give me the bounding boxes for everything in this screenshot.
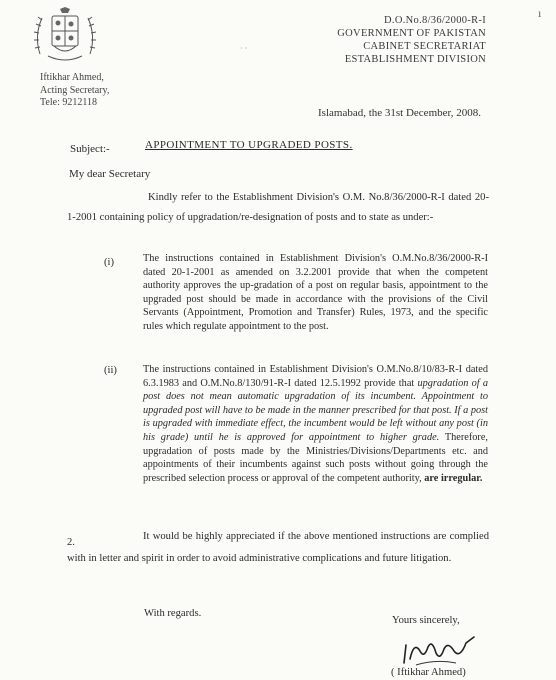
signatory-name: ( Iftikhar Ahmed) bbox=[391, 667, 466, 678]
reference-number: D.O.No.8/36/2000-R-I bbox=[384, 15, 486, 26]
letterhead bbox=[256, 14, 486, 66]
page-edge-mark: ı bbox=[538, 6, 542, 20]
para-2-text: It would be highly appreciated if the above mentioned instructions are complied with in letter and spirit in order to avoid administrative complications and future litigation. bbox=[67, 531, 489, 564]
intro-paragraph bbox=[67, 188, 489, 228]
point-2-number: (ii) bbox=[104, 365, 117, 376]
sender-title: Acting Secretary, bbox=[40, 84, 110, 96]
letterhead-line-3: ESTABLISHMENT DIVISION bbox=[344, 54, 486, 65]
point-2-text-a: The instructions contained in Establishment Division's O.M.No.8/10/83-R-I dated 6.3.1983 and O.M.No.8/130/91-R-I dated 12.5.1992 provide that bbox=[143, 364, 488, 389]
point-1-text: The instructions contained in Establishment Division's O.M.No.8/36/2000-R-I dated 20-1-2001 as amended on 3.2.2001 provide that when the competent authority approves the up-gradation of a post on regular basis, appointment to the upgraded post should be made in accordance with the provisions of the Civil Servants (Appointment, Promotion and Transfer) Rules, 1973, and the specific rules which regulate appointment to the post. bbox=[143, 253, 488, 332]
para-2-number: 2. bbox=[67, 537, 75, 548]
subject-text: APPOINTMENT TO UPGRADED POSTS. bbox=[145, 139, 353, 151]
point-2-text-b: Therefore, upgradation of posts made by the Ministries/Divisions/Departments etc. and appointments of their incumbents against such posts without going through the prescribed selection process or approval of the competent authority, bbox=[143, 431, 489, 484]
letterhead-line-1: GOVERNMENT OF PAKISTAN bbox=[337, 28, 486, 39]
closing-regards: With regards. bbox=[144, 608, 202, 619]
government-emblem bbox=[30, 6, 100, 66]
intro-text: Kindly refer to the Establishment Division's O.M. No.8/36/2000-R-I dated 20-1-2001 containing policy of upgradation/re-designation of posts and to state as under:- bbox=[67, 192, 489, 223]
letter-date: Islamabad, the 31st December, 2008. bbox=[318, 107, 481, 119]
letterhead-line-2: CABINET SECRETARIAT bbox=[363, 41, 486, 52]
point-1-number: (i) bbox=[104, 257, 114, 268]
point-2-text-bold: are irregular. bbox=[424, 472, 483, 484]
subject-label: Subject:- bbox=[70, 143, 110, 155]
handwritten-signature bbox=[396, 629, 484, 669]
scan-specks: · · bbox=[240, 44, 248, 53]
sender-block bbox=[40, 72, 109, 110]
sender-name: Iftikhar Ahmed, bbox=[40, 72, 104, 83]
sender-tele: Tele: 9212118 bbox=[40, 97, 97, 108]
salutation: My dear Secretary bbox=[69, 168, 151, 180]
point-2-text-italic: upgradation of a post does not mean automatic upgradation of its incumbent. Appointment to upgraded post will have to be made in the manner prescribed for that post. If a post is upgraded with immediate effect, the incumbent would be left without any post (in his grade) until he is approved for appointment to higher grade. bbox=[143, 377, 488, 443]
para-2 bbox=[67, 526, 489, 570]
closing-yours: Yours sincerely, bbox=[392, 615, 460, 626]
point-2-paragraph bbox=[143, 363, 488, 485]
